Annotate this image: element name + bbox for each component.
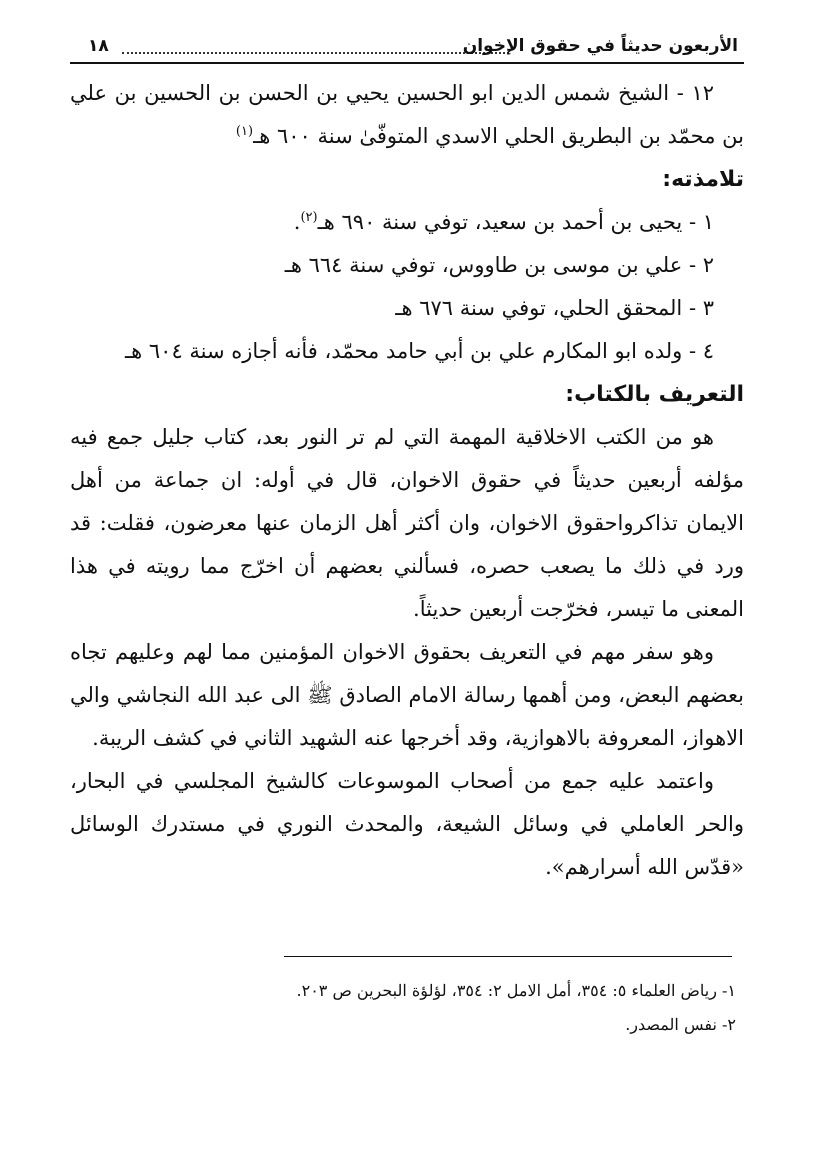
book-intro-paragraph: وهو سفر مهم في التعريف بحقوق الاخوان المؤمنين مما لهم وعليهم تجاه بعضهم البعض، ومن أهمها رسالة الامام الصادق ﷺ الى عبد الله النجاشي والي الاهواز، المعروفة بالاهوازية، وقد أخرجها عنه الشهيد الثاني في كشف الريبة. (70, 640, 744, 750)
item-number: ٤ (702, 339, 714, 363)
footnote-ref[interactable]: (١) (235, 124, 254, 139)
item-number: ١٢ (691, 81, 715, 105)
header-dot-leader (122, 52, 509, 54)
footnote-2: ٢- نفس المصدر. (625, 1015, 736, 1034)
item-text: يحيى بن أحمد بن سعيد، توفي سنة ٦٩٠ هـ (317, 210, 683, 234)
student-item: ٣ - المحقق الحلي، توفي سنة ٦٧٦ هـ (395, 296, 714, 320)
footnotes (70, 974, 744, 1042)
item-number: ٣ (702, 296, 714, 320)
student-item: ٤ - ولده ابو المكارم علي بن أبي حامد محمّد، فأنه أجازه سنة ٦٠٤ هـ (124, 339, 714, 363)
item-text: علي بن موسى بن طاووس، توفي سنة ٦٦٤ هـ (284, 253, 683, 277)
page-number: ١٨ (88, 36, 109, 56)
item-number: ١ (702, 210, 714, 234)
item-text: الشيخ شمس الدين ابو الحسين يحيي بن الحسن بن الحسين بن علي بن محمّد بن البطريق الحلي الاسدي المتوفّىٰ سنة ٦٠٠ هـ (70, 81, 744, 148)
student-item: ٢ - علي بن موسى بن طاووس، توفي سنة ٦٦٤ هـ (284, 253, 714, 277)
item-text: المحقق الحلي، توفي سنة ٦٧٦ هـ (395, 296, 683, 320)
running-header (70, 30, 744, 64)
header-rule (70, 62, 744, 64)
item-end-punctuation: . (293, 210, 301, 234)
body-text (70, 72, 744, 889)
footnote-1: ١- رياض العلماء ٥: ٣٥٤، أمل الامل ٢: ٣٥٤، لؤلؤة البحرين ص ٢٠٣. (296, 981, 736, 1000)
book-intro-paragraph: واعتمد عليه جمع من أصحاب الموسوعات كالشيخ المجلسي في البحار، والحر العاملي في وسائل الشيعة، والمحدث النوري في مستدرك الوسائل «قدّس الله أسرارهم». (70, 769, 744, 879)
student-item: ١ - يحيى بن أحمد بن سعيد، توفي سنة ٦٩٠ هـ$^{(٢)}$. (293, 210, 714, 234)
header-title: الأربعون حديثاً في حقوق الإخوان (462, 36, 738, 56)
item-text: ولده ابو المكارم علي بن أبي حامد محمّد، فأنه أجازه سنة ٦٠٤ هـ (124, 339, 683, 363)
masters-item-12: ١٢ - الشيخ شمس الدين ابو الحسين يحيي بن الحسن بن الحسين بن علي بن محمّد بن البطريق الحلي الاسدي المتوفّىٰ سنة ٦٠٠ هـ$^{(١)}$ (70, 81, 744, 148)
book-intro-paragraph: هو من الكتب الاخلاقية المهمة التي لم تر النور بعد، كتاب جليل جمع فيه مؤلفه أربعين حديثاً في حقوق الاخوان، قال في أوله: ان جماعة من أهل الايمان تذاكرواحقوق الاخوان، وان أكثر أهل الزمان عنها معرضون، فقلت: قد ورد في ذلك ما يصعب حصره، فسألني بعضهم أن اخرّج مما رويته في هذا المعنى ما تيسر، فخرّجت أربعين حديثاً. (70, 425, 744, 621)
item-number: ٢ (702, 253, 714, 277)
footnote-ref[interactable]: (٢) (300, 210, 318, 225)
students-heading: تلامذته: (662, 167, 744, 192)
book-intro-heading: التعريف بالكتاب: (565, 382, 744, 407)
footnote-separator (284, 956, 732, 957)
